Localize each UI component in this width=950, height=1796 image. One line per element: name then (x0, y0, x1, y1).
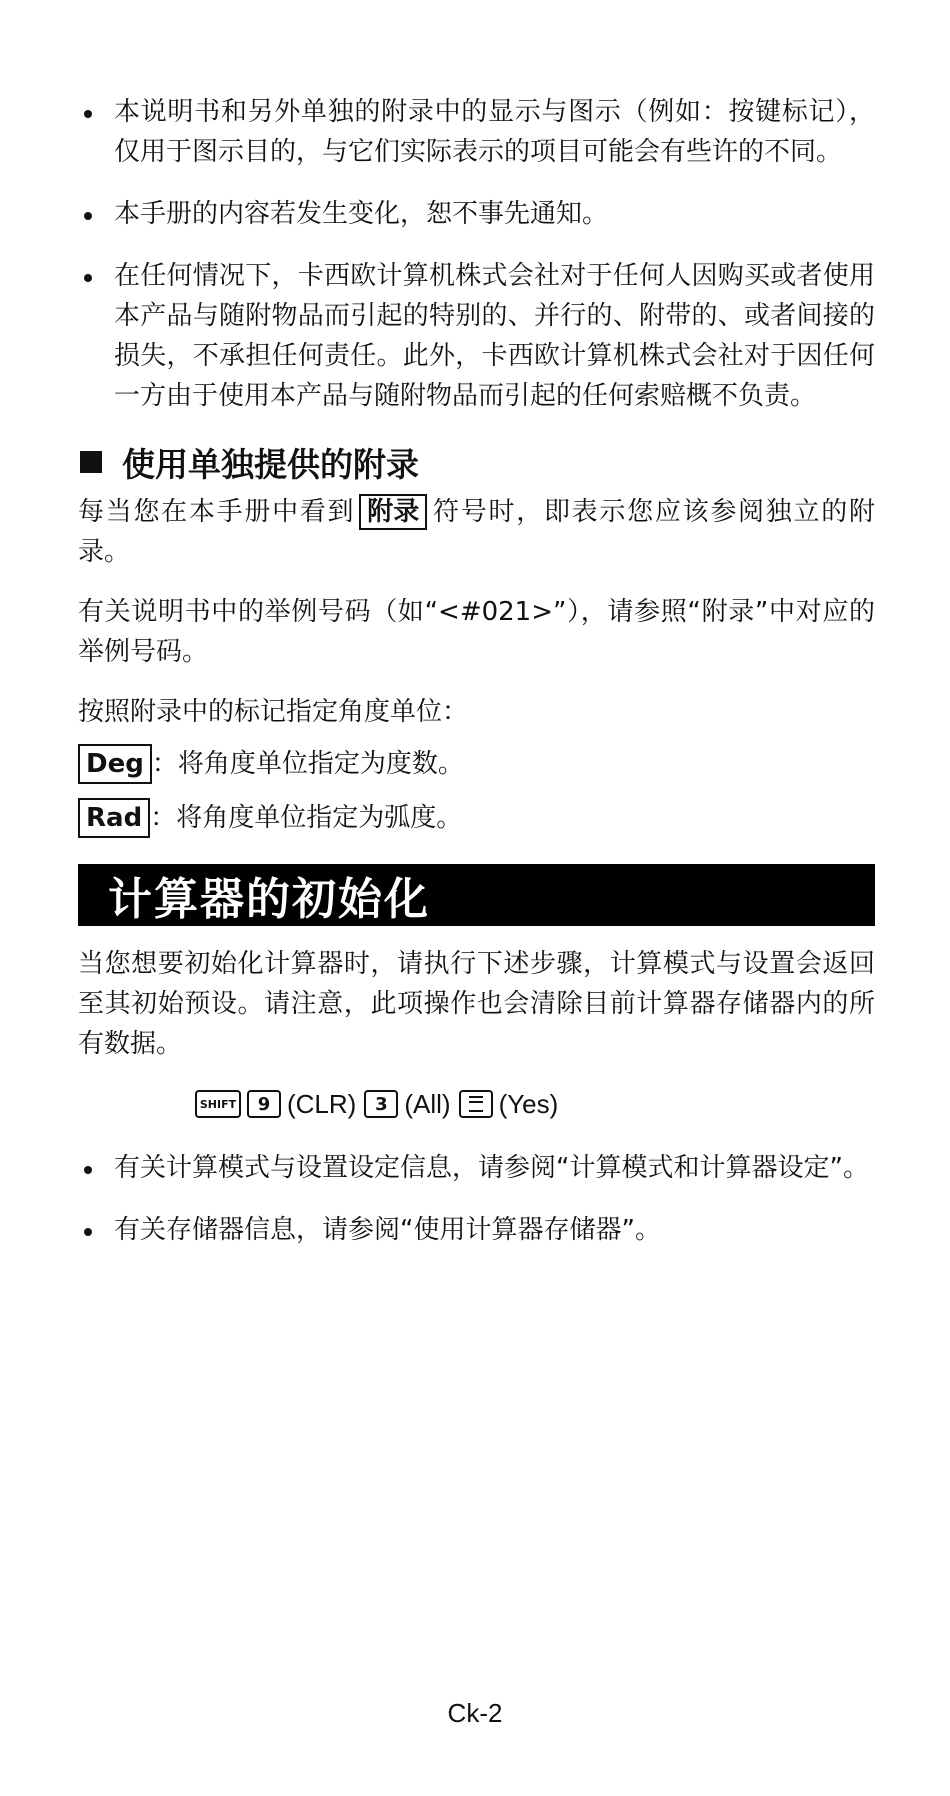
key-sequence (195, 1084, 875, 1124)
init-paragraph: 当您想要初始化计算器时，请执行下述步骤，计算模式与设置会返回至其初始预设。请注意，此项操作也会清除目前计算器存储器内的所有数据。 (78, 949, 875, 1059)
angle-unit-paragraph: 按照附录中的标记指定角度单位： (78, 697, 469, 727)
chapter-title: 计算器的初始化 (108, 874, 430, 925)
bullet-dot (84, 110, 92, 118)
key-label: (All) (404, 1088, 451, 1119)
bullet-text: 有关存储器信息，请参阅“使用计算器存储器”。 (114, 1215, 661, 1245)
key-3-icon: 3 (364, 1090, 398, 1118)
list-item (78, 1210, 875, 1250)
key-label: (Yes) (498, 1088, 559, 1119)
list-item (78, 256, 875, 416)
bullet-text: 本说明书和另外单独的附录中的显示与图示（例如：按键标记），仅用于图示目的，与它们实际表示的项目可能会有些许的不同。 (114, 97, 875, 167)
equals-key-icon (459, 1090, 493, 1118)
bullet-dot (84, 274, 92, 282)
section-heading (78, 438, 875, 486)
bullet-text: 有关计算模式与设置设定信息，请参阅“计算模式和计算器设定”。 (114, 1153, 869, 1183)
example-number-paragraph: 有关说明书中的举例号码（如“<#021>”），请参照“附录”中对应的举例号码。 (78, 597, 875, 667)
list-item (78, 92, 875, 172)
deg-row (78, 744, 875, 784)
appendix-paragraph (78, 492, 875, 572)
init-notes-list (78, 1148, 875, 1250)
shift-key-icon: SHIFT (195, 1090, 241, 1118)
rad-mark: Rad (78, 798, 150, 838)
deg-desc: ：将角度单位指定为度数。 (151, 749, 464, 779)
chapter-title-bar (78, 864, 875, 926)
list-item (78, 194, 875, 234)
para-text: 符号时，即表示您应该参阅独立的附录。 (78, 497, 875, 567)
para-text: 每当您在本手册中看到 (78, 497, 356, 527)
bullet-text: 在任何情况下，卡西欧计算机株式会社对于任何人因购买或者使用本产品与随附物品而引起的特别的、并行的、附带的、或者间接的损失，不承担任何责任。此外，卡西欧计算机株式会社对于因任何一方由于使用本产品与随附物品而引起的任何索赔概不负责。 (114, 261, 875, 411)
manual-page (78, 92, 875, 1272)
deg-mark: Deg (78, 744, 152, 784)
bullet-dot (84, 212, 92, 220)
page-number: Ck-2 (447, 1698, 503, 1728)
notice-list (78, 92, 875, 416)
bullet-dot (84, 1228, 92, 1236)
key-9-icon: 9 (247, 1090, 281, 1118)
appendix-mark: 附录 (359, 494, 427, 530)
square-icon (80, 451, 102, 473)
bullet-text: 本手册的内容若发生变化，恕不事先通知。 (114, 199, 609, 229)
section-heading-text: 使用单独提供的附录 (122, 444, 419, 484)
bullet-dot (84, 1166, 92, 1174)
list-item (78, 1148, 875, 1188)
rad-desc: ：将角度单位指定为弧度。 (150, 803, 463, 833)
key-label: (CLR) (287, 1088, 357, 1119)
rad-row (78, 798, 875, 838)
